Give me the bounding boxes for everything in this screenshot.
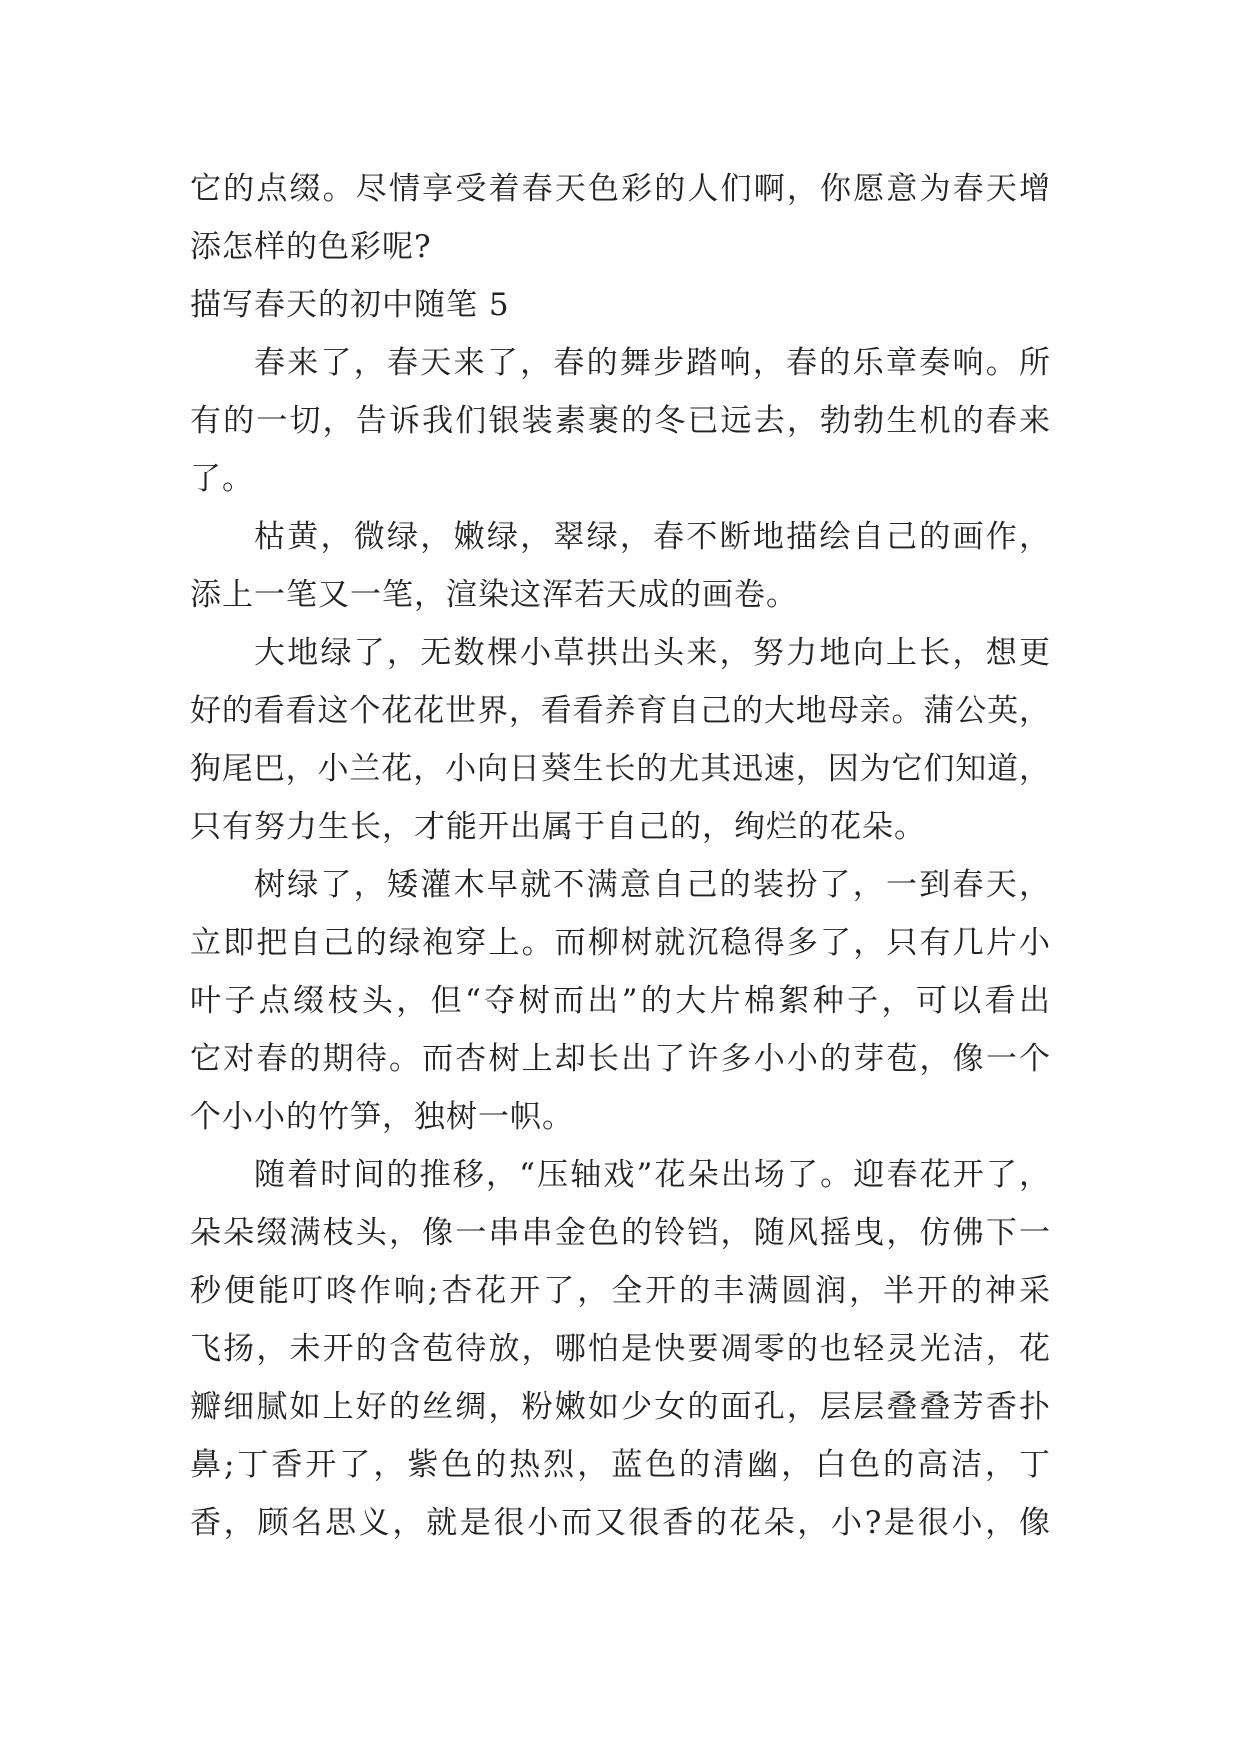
- section-heading: 描写春天的初中随笔 5: [190, 287, 510, 323]
- text-line: 狗尾巴，小兰花，小向日葵生长的尤其迅速，因为它们知道，: [190, 751, 1050, 787]
- text-line: 飞扬，未开的含苞待放，哪怕是快要凋零的也轻灵光洁，花: [190, 1331, 1050, 1367]
- text-line: 好的看看这个花花世界，看看养育自己的大地母亲。蒲公英，: [190, 693, 1050, 729]
- text-line: 香，顾名思义，就是很小而又很香的花朵，小?是很小，像: [190, 1505, 1050, 1541]
- text-line: 它对春的期待。而杏树上却长出了许多小小的芽苞，像一个: [190, 1041, 1050, 1077]
- text-line: 了。: [190, 461, 254, 497]
- text-line: 有的一切，告诉我们银装素裹的冬已远去，勃勃生机的春来: [190, 403, 1050, 439]
- text-line: 鼻;丁香开了，紫色的热烈，蓝色的清幽，白色的高洁，丁: [190, 1447, 1050, 1483]
- text-line: 添上一笔又一笔，渲染这浑若天成的画卷。: [190, 577, 798, 613]
- text-line: 朵朵缀满枝头，像一串串金色的铃铛，随风摇曳，仿佛下一: [190, 1215, 1050, 1251]
- text-line: 个小小的竹笋，独树一帜。: [190, 1099, 574, 1135]
- text-line: 春来了，春天来了，春的舞步踏响，春的乐章奏响。所: [254, 345, 1050, 381]
- text-line: 立即把自己的绿袍穿上。而柳树就沉稳得多了，只有几片小: [190, 925, 1050, 961]
- text-line: 大地绿了，无数棵小草拱出头来，努力地向上长，想更: [254, 635, 1050, 671]
- text-line: 添怎样的色彩呢?: [190, 229, 432, 265]
- text-line: 随着时间的推移，“压轴戏”花朵出场了。迎春花开了，: [254, 1157, 1050, 1193]
- text-line: 枯黄，微绿，嫩绿，翠绿，春不断地描绘自己的画作，: [254, 519, 1050, 555]
- text-line: 它的点缀。尽情享受着春天色彩的人们啊，你愿意为春天增: [190, 171, 1050, 207]
- text-line: 叶子点缀枝头，但“夺树而出”的大片棉絮种子，可以看出: [190, 983, 1050, 1019]
- text-line: 瓣细腻如上好的丝绸，粉嫩如少女的面孔，层层叠叠芳香扑: [190, 1389, 1050, 1425]
- document-body: [190, 160, 1050, 1552]
- text-line: 秒便能叮咚作响;杏花开了，全开的丰满圆润，半开的神采: [190, 1273, 1050, 1309]
- text-line: 只有努力生长，才能开出属于自己的，绚烂的花朵。: [190, 809, 926, 845]
- text-line: 树绿了，矮灌木早就不满意自己的装扮了，一到春天，: [254, 867, 1050, 903]
